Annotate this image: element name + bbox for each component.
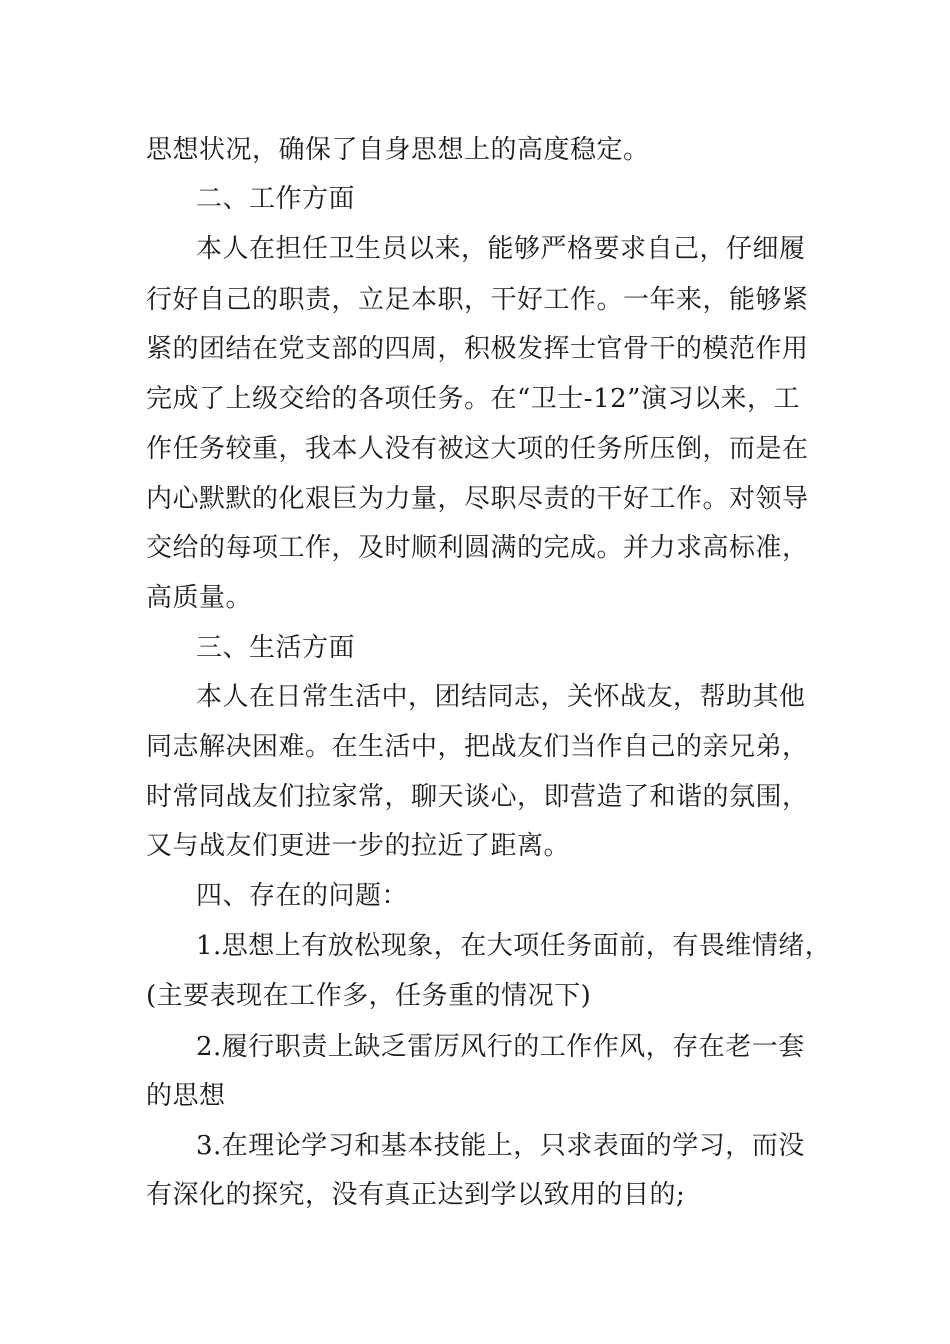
list-item-1: 1.思想上有放松现象，在大项任务面前，有畏维情绪， [196, 931, 832, 961]
section-heading-life: 三、生活方面 [196, 633, 356, 663]
paragraph-line: 紧的团结在党支部的四周，积极发挥士官骨干的模范作用 [146, 334, 809, 364]
paragraph-line: 本人在日常生活中，团结同志，关怀战友，帮助其他 [196, 682, 806, 712]
paragraph-line: 同志解决困难。在生活中，把战友们当作自己的亲兄弟， [146, 732, 809, 762]
paragraph-line: 高质量。 [146, 583, 253, 613]
paragraph-line: 又与战友们更进一步的拉近了距离。 [146, 831, 571, 861]
paragraph-line: 思想状况，确保了自身思想上的高度稳定。 [146, 135, 650, 165]
paragraph-line: 交给的每项工作，及时顺利圆满的完成。并力求高标准， [146, 533, 809, 563]
paragraph-line: 行好自己的职责，立足本职，干好工作。一年来，能够紧 [146, 285, 809, 315]
list-item-2: 2.履行职责上缺乏雷厉风行的工作作风，存在老一套 [196, 1032, 805, 1062]
list-item-3: 3.在理论学习和基本技能上，只求表面的学习，而没 [196, 1131, 805, 1161]
section-heading-problems: 四、存在的问题： [196, 881, 409, 911]
paragraph-line: 本人在担任卫生员以来，能够严格要求自己，仔细履 [196, 234, 806, 264]
paragraph-line: 完成了上级交给的各项任务。在“卫士-12”演习以来，工 [146, 384, 800, 414]
section-heading-work: 二、工作方面 [196, 184, 356, 214]
paragraph-line: 有深化的探究，没有真正达到学以致用的目的; [146, 1180, 686, 1210]
paragraph-line: 的思想 [146, 1081, 226, 1111]
paragraph-line: 时常同战友们拉家常，聊天谈心，即营造了和谐的氛围， [146, 782, 809, 812]
paragraph-line: (主要表现在工作多，任务重的情况下) [146, 981, 592, 1011]
paragraph-line: 作任务较重，我本人没有被这大项的任务所压倒，而是在 [146, 434, 809, 464]
paragraph-line: 内心默默的化艰巨为力量，尽职尽责的干好工作。对领导 [146, 484, 809, 514]
